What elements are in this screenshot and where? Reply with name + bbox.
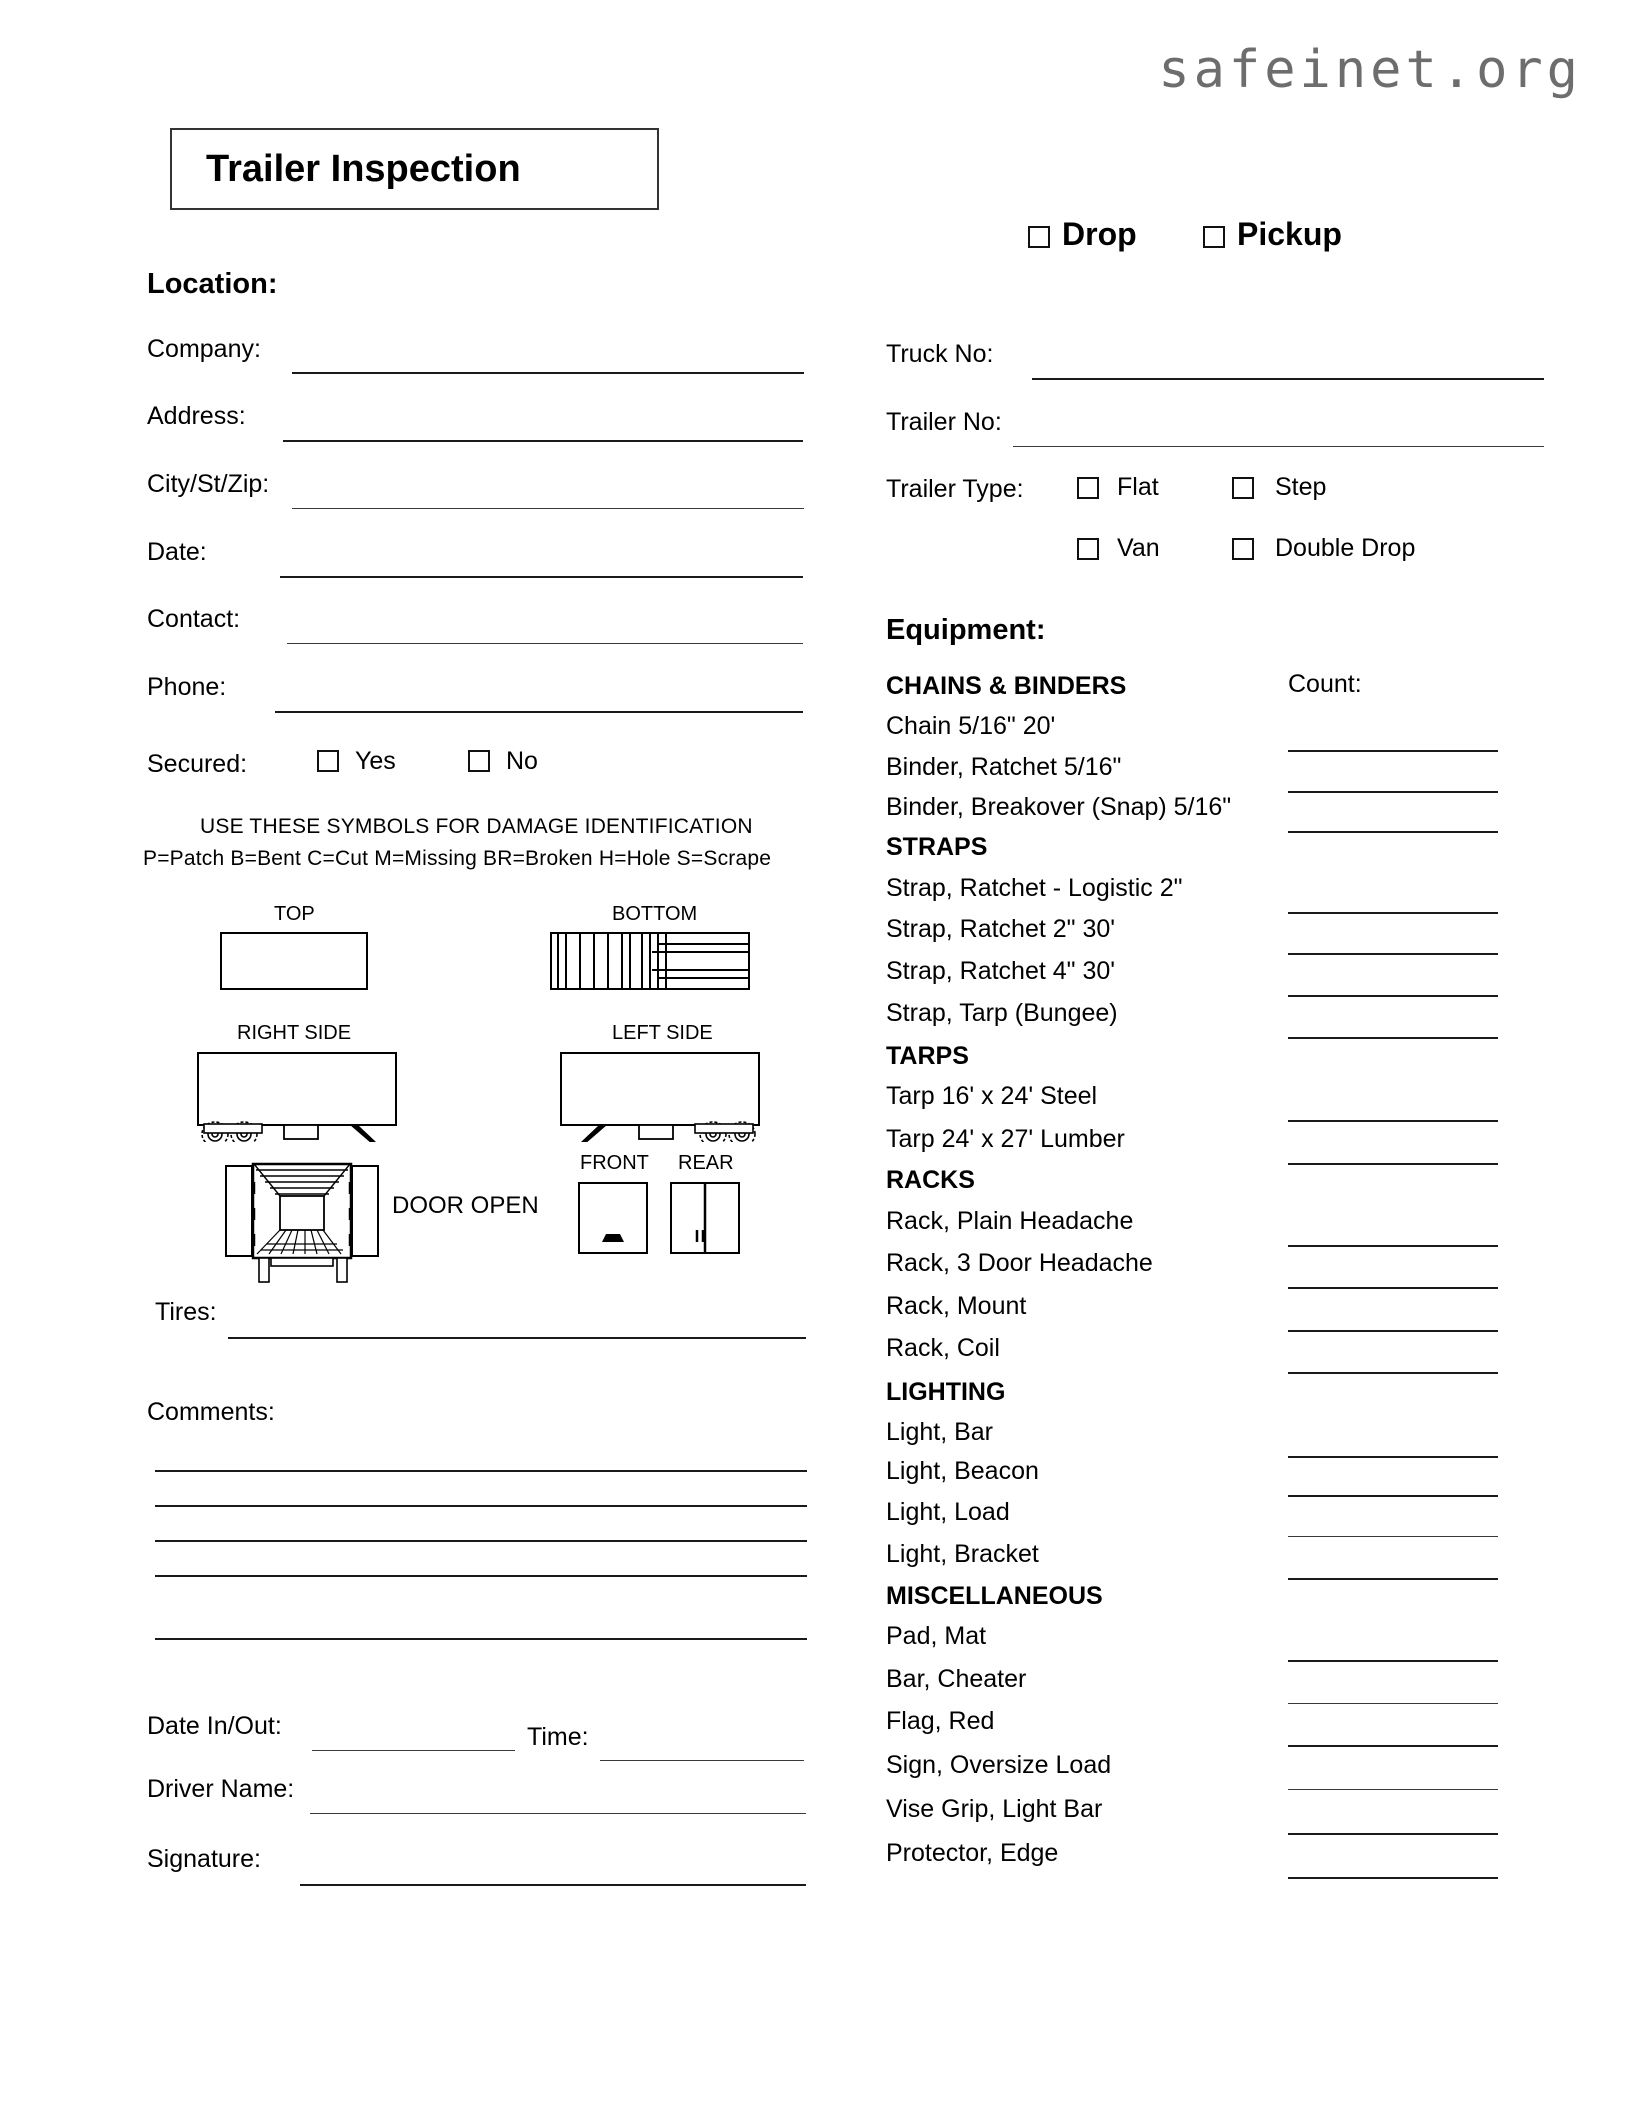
equipment-count-binder-breakover[interactable]	[1288, 831, 1498, 833]
trailer-type-van-checkbox[interactable]	[1077, 538, 1099, 560]
company-label: Company:	[147, 335, 261, 363]
trailer-type-van-label: Van	[1117, 534, 1160, 562]
secured-label: Secured:	[147, 750, 248, 778]
equipment-count-vise-grip[interactable]	[1288, 1833, 1498, 1835]
equipment-item-rack-plain: Rack, Plain Headache	[886, 1207, 1134, 1235]
equipment-item-light-beacon: Light, Beacon	[886, 1457, 1039, 1485]
equipment-item-flag-red: Flag, Red	[886, 1707, 995, 1735]
secured-no-label: No	[506, 747, 538, 775]
equipment-count-strap-4in[interactable]	[1288, 995, 1498, 997]
equipment-item-strap-logistic: Strap, Ratchet - Logistic 2"	[886, 874, 1183, 902]
driver-name-input[interactable]	[310, 1813, 806, 1814]
equipment-group-straps: STRAPS	[886, 833, 988, 861]
diagram-left-side-caption: LEFT SIDE	[612, 1022, 713, 1044]
equipment-count-rack-coil[interactable]	[1288, 1372, 1498, 1374]
comments-label: Comments:	[147, 1398, 275, 1426]
diagram-rear-caption: REAR	[678, 1152, 734, 1174]
signature-label: Signature:	[147, 1845, 261, 1873]
equipment-count-rack-mount[interactable]	[1288, 1330, 1498, 1332]
city-state-zip-input[interactable]	[292, 508, 804, 509]
equipment-item-vise-grip: Vise Grip, Light Bar	[886, 1795, 1103, 1823]
equipment-item-strap-2in: Strap, Ratchet 2" 30'	[886, 915, 1116, 943]
equipment-group-lighting: LIGHTING	[886, 1378, 1006, 1406]
equipment-item-strap-4in: Strap, Ratchet 4" 30'	[886, 957, 1116, 985]
equipment-count-light-bracket[interactable]	[1288, 1578, 1498, 1580]
diagram-bottom-view	[550, 932, 750, 990]
equipment-item-tarp-lumber: Tarp 24' x 27' Lumber	[886, 1125, 1125, 1153]
diagram-door-open-view	[225, 1160, 380, 1290]
signature-input[interactable]	[300, 1884, 806, 1886]
trailer-no-label: Trailer No:	[886, 408, 1002, 436]
diagram-top-caption: TOP	[274, 903, 315, 925]
comments-line-1[interactable]	[155, 1470, 807, 1472]
equipment-item-light-bracket: Light, Bracket	[886, 1540, 1039, 1568]
equipment-group-tarps: TARPS	[886, 1042, 969, 1070]
equipment-item-pad-mat: Pad, Mat	[886, 1622, 987, 1650]
equipment-count-tarp-steel[interactable]	[1288, 1120, 1498, 1122]
form-title-box	[170, 128, 659, 210]
secured-yes-checkbox[interactable]	[317, 750, 339, 772]
damage-legend-line2: P=Patch B=Bent C=Cut M=Missing BR=Broken H=Hole S=Scrape	[143, 847, 772, 870]
equipment-item-bar-cheater: Bar, Cheater	[886, 1665, 1027, 1693]
secured-no-checkbox[interactable]	[468, 750, 490, 772]
location-heading: Location:	[147, 268, 278, 300]
trailer-no-input[interactable]	[1013, 446, 1544, 447]
address-input[interactable]	[283, 440, 803, 442]
equipment-count-label: Count:	[1288, 670, 1362, 698]
diagram-left-side-view	[552, 1052, 767, 1142]
company-input[interactable]	[292, 372, 804, 374]
trailer-type-flat-label: Flat	[1117, 473, 1159, 501]
equipment-item-binder-breakover: Binder, Breakover (Snap) 5/16"	[886, 793, 1232, 821]
trailer-type-step-checkbox[interactable]	[1232, 477, 1254, 499]
equipment-item-light-bar: Light, Bar	[886, 1418, 994, 1446]
equipment-heading: Equipment:	[886, 614, 1046, 646]
time-label: Time:	[527, 1723, 589, 1751]
equipment-count-strap-logistic[interactable]	[1288, 912, 1498, 914]
equipment-count-protector-edge[interactable]	[1288, 1877, 1498, 1879]
truck-no-label: Truck No:	[886, 340, 994, 368]
equipment-count-pad-mat[interactable]	[1288, 1660, 1498, 1662]
equipment-count-strap-bungee[interactable]	[1288, 1037, 1498, 1039]
equipment-item-binder-ratchet: Binder, Ratchet 5/16"	[886, 753, 1122, 781]
address-label: Address:	[147, 402, 246, 430]
equipment-item-protector-edge: Protector, Edge	[886, 1839, 1059, 1867]
truck-no-input[interactable]	[1032, 378, 1544, 380]
date-label: Date:	[147, 538, 207, 566]
pickup-checkbox-box[interactable]	[1203, 226, 1225, 248]
equipment-count-light-beacon[interactable]	[1288, 1495, 1498, 1497]
equipment-count-flag-red[interactable]	[1288, 1745, 1498, 1747]
equipment-group-miscellaneous: MISCELLANEOUS	[886, 1582, 1103, 1610]
trailer-type-double-drop-checkbox[interactable]	[1232, 538, 1254, 560]
damage-legend-line1: USE THESE SYMBOLS FOR DAMAGE IDENTIFICATION	[200, 815, 753, 838]
equipment-item-strap-bungee: Strap, Tarp (Bungee)	[886, 999, 1118, 1027]
contact-input[interactable]	[287, 643, 803, 644]
equipment-group-racks: RACKS	[886, 1166, 975, 1194]
equipment-item-light-load: Light, Load	[886, 1498, 1010, 1526]
phone-label: Phone:	[147, 673, 227, 701]
equipment-count-chain[interactable]	[1288, 750, 1498, 752]
date-in-out-input[interactable]	[312, 1750, 515, 1751]
equipment-count-tarp-lumber[interactable]	[1288, 1163, 1498, 1165]
contact-label: Contact:	[147, 605, 241, 633]
diagram-front-view	[578, 1182, 648, 1254]
comments-line-2[interactable]	[155, 1505, 807, 1507]
equipment-item-tarp-steel: Tarp 16' x 24' Steel	[886, 1082, 1098, 1110]
trailer-type-flat-checkbox[interactable]	[1077, 477, 1099, 499]
equipment-count-rack-plain[interactable]	[1288, 1245, 1498, 1247]
diagram-top-view	[220, 932, 368, 990]
equipment-count-light-bar[interactable]	[1288, 1456, 1498, 1458]
trailer-type-double-drop-label: Double Drop	[1275, 534, 1416, 562]
site-watermark: safeinet.org	[1158, 40, 1582, 100]
tires-label: Tires:	[155, 1298, 217, 1326]
driver-name-label: Driver Name:	[147, 1775, 295, 1803]
equipment-count-binder-ratchet[interactable]	[1288, 791, 1498, 793]
comments-line-5[interactable]	[155, 1638, 807, 1640]
time-input[interactable]	[600, 1760, 804, 1761]
equipment-item-chain: Chain 5/16" 20'	[886, 712, 1056, 740]
equipment-item-rack-mount: Rack, Mount	[886, 1292, 1027, 1320]
page-title: Trailer Inspection	[206, 147, 521, 190]
date-input[interactable]	[280, 576, 803, 578]
equipment-count-strap-2in[interactable]	[1288, 953, 1498, 955]
equipment-item-sign-oversize: Sign, Oversize Load	[886, 1751, 1112, 1779]
equipment-group-chains-binders: CHAINS & BINDERS	[886, 672, 1127, 700]
equipment-count-rack-3door[interactable]	[1288, 1287, 1498, 1289]
trailer-type-step-label: Step	[1275, 473, 1327, 501]
drop-label: Drop	[1062, 216, 1137, 252]
equipment-item-rack-3door: Rack, 3 Door Headache	[886, 1249, 1153, 1277]
diagram-rear-view	[670, 1182, 740, 1254]
drop-checkbox-box[interactable]	[1028, 226, 1050, 248]
comments-line-4[interactable]	[155, 1575, 807, 1577]
date-in-out-label: Date In/Out:	[147, 1712, 282, 1740]
equipment-count-light-load[interactable]	[1288, 1536, 1498, 1537]
trailer-type-label: Trailer Type:	[886, 475, 1024, 503]
city-state-zip-label: City/St/Zip:	[147, 470, 270, 498]
pickup-label: Pickup	[1237, 216, 1342, 252]
diagram-right-side-view	[190, 1052, 405, 1142]
equipment-count-sign-oversize[interactable]	[1288, 1789, 1498, 1790]
diagram-front-caption: FRONT	[580, 1152, 649, 1174]
diagram-right-side-caption: RIGHT SIDE	[237, 1022, 352, 1044]
equipment-item-rack-coil: Rack, Coil	[886, 1334, 1000, 1362]
diagram-door-open-caption: DOOR OPEN	[392, 1192, 539, 1219]
phone-input[interactable]	[275, 711, 803, 713]
equipment-count-bar-cheater[interactable]	[1288, 1703, 1498, 1704]
secured-yes-label: Yes	[355, 747, 396, 775]
tires-input[interactable]	[228, 1337, 806, 1339]
diagram-bottom-caption: BOTTOM	[612, 903, 698, 925]
comments-line-3[interactable]	[155, 1540, 807, 1542]
